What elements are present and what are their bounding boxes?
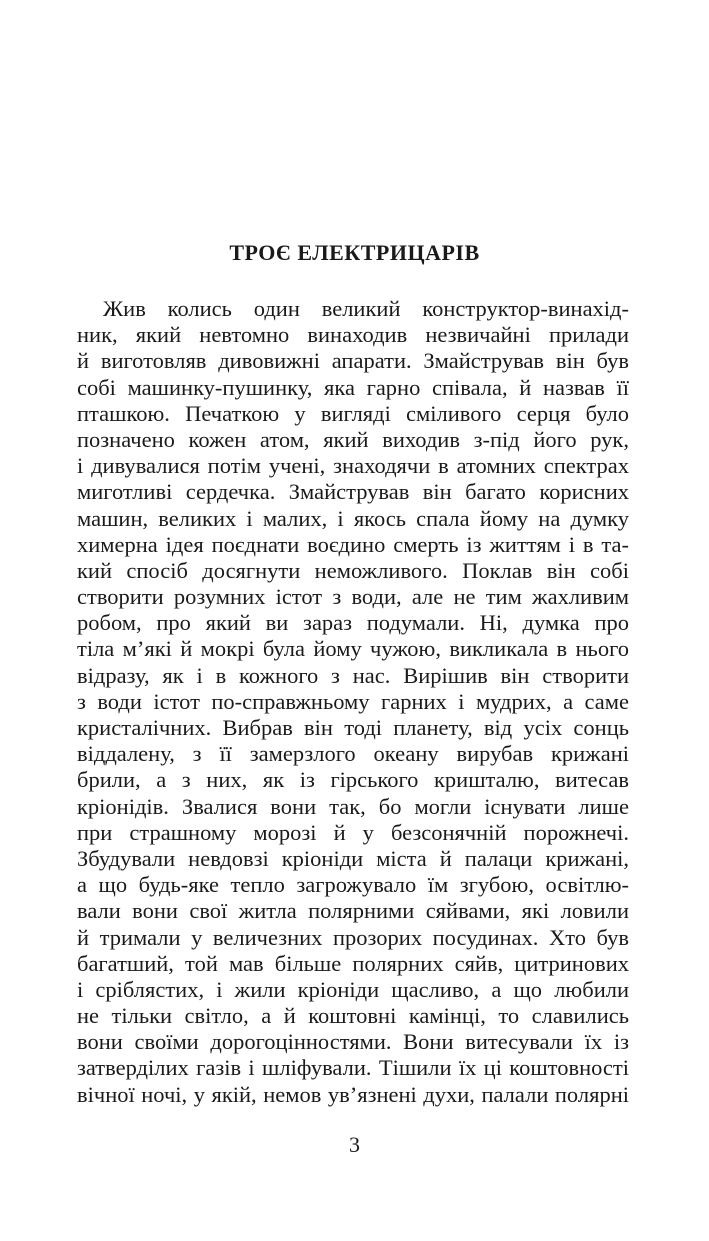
text-line: машин, великих і малих, і якось спала йому на думку: [77, 505, 629, 531]
text-line: химерна ідея поєднати воєдино смерть із життям і в та-: [77, 531, 629, 557]
text-line: брили, а з них, як із гірського кришталю, витесав: [77, 767, 629, 793]
text-line: й тримали у величезних прозорих посудинах. Хто був: [77, 924, 629, 950]
text-line: не тільки світло, а й коштовні камінці, то славились: [77, 1003, 629, 1029]
text-line: вали вони свої житла полярними сяйвами, які ловили: [77, 898, 629, 924]
text-line: і сріблястих, і жили кріоніди щасливо, а що любили: [77, 976, 629, 1002]
text-line: затверділих газів і шліфували. Тішили їх ці коштовності: [77, 1055, 629, 1081]
text-line: відразу, як і в кожного з нас. Вирішив він створити: [77, 662, 629, 688]
text-line: миготливі сердечка. Змайстрував він багато корисних: [77, 479, 629, 505]
text-line: віддалену, з її замерзлого океану вирубав крижані: [77, 741, 629, 767]
text-line: Збудували невдовзі кріоніди міста й палаци крижані,: [77, 845, 629, 871]
text-line: кий спосіб досягнути неможливого. Поклав він собі: [77, 557, 629, 583]
text-line: вічної ночі, у якій, немов ув’язнені духи, палали полярні: [77, 1081, 629, 1107]
text-line: Жив колись один великий конструктор-винахід-: [103, 296, 629, 321]
text-line: вони своїми дорогоцінностями. Вони витесували їх із: [77, 1029, 629, 1055]
text-line: з води істот по-справжньому гарних і мудрих, а саме: [77, 688, 629, 714]
text-line: ник, який невтомно винаходив незвичайні прилади: [77, 322, 629, 348]
text-line: багатший, той мав більше полярних сяйв, цитринових: [77, 950, 629, 976]
text-line: кріонідів. Звалися вони так, бо могли існувати лише: [77, 793, 629, 819]
text-line: робом, про який ви зараз подумали. Ні, думка про: [77, 610, 629, 636]
text-line: при страшному морозі й у безсонячній порожнечі.: [77, 819, 629, 845]
text-line: а що будь-яке тепло загрожувало їм згубою, освітлю-: [77, 872, 629, 898]
text-line: пташкою. Печаткою у вигляді сміливого серця було: [77, 400, 629, 426]
text-line: кристалічних. Вибрав він тоді планету, від усіх сонць: [77, 715, 629, 740]
text-line: й виготовляв дивовижні апарати. Змайстрував він був: [77, 348, 629, 374]
text-line: позначено кожен атом, який виходив з-під його рук,: [77, 426, 629, 452]
page-number: 3: [349, 1132, 360, 1157]
text-line: тіла м’які й мокрі була йому чужою, викликала в нього: [77, 636, 629, 662]
body-text: [77, 296, 629, 1108]
text-line: створити розумних істот з води, але не тим жахливим: [77, 584, 629, 610]
chapter-title: ТРОЄ ЕЛЕКТРИЦАРІВ: [229, 240, 480, 265]
text-line: собі машинку-пушинку, яка гарно співала, й назвав її: [77, 374, 629, 400]
text-line: і дивувалися потім учені, знаходячи в атомних спектрах: [77, 453, 629, 479]
